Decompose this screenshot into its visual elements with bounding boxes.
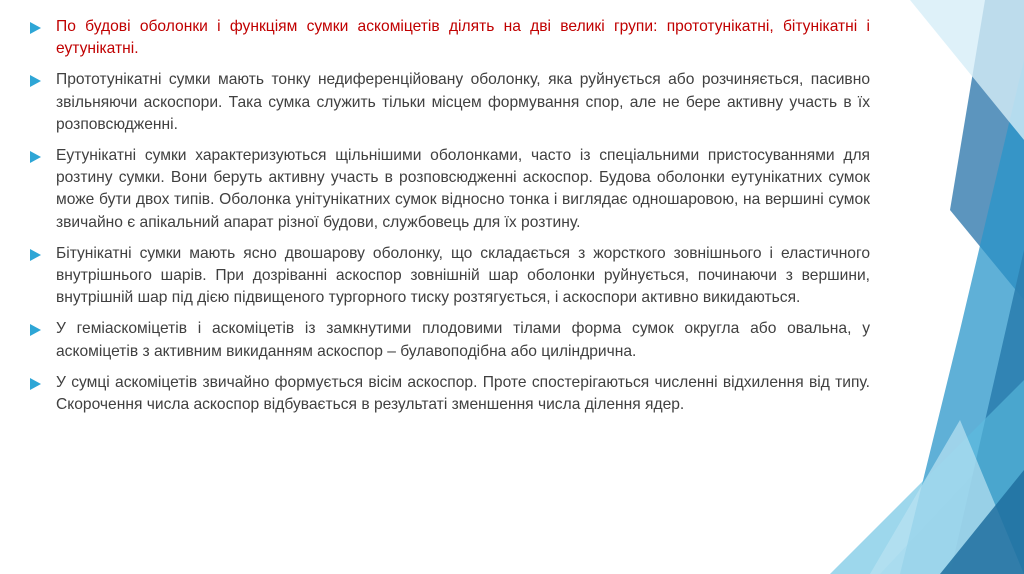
bullet-item (30, 372, 870, 416)
bullet-item (30, 318, 870, 362)
bullet-item (30, 145, 870, 234)
bullet-text: У геміаскоміцетів і аскоміцетів із замкнутими плодовими тілами форма сумок округла або овальна, у аскоміцетів з активним викиданням аскоспор – булавоподібна або циліндрична. (56, 320, 870, 360)
arrow-bullet-icon (30, 69, 56, 87)
bullet-text: Еутунікатні сумки характеризуються щільнішими оболонками, часто із спеціальними пристосуваннями для розтину сумки. Вони беруть активну участь в розповсюдженні аскоспор. Будова оболонки еутунікатних сумок може бути двох типів. Оболонка унітунікатних сумок відносно тонка і виглядає одношаровою, на вершині сумок звичайно є апікальний апарат різної будови, службовець для їх розтину. (56, 147, 870, 231)
arrow-bullet-icon (30, 16, 56, 34)
arrow-bullet-icon (30, 145, 56, 163)
bullet-item (30, 69, 870, 136)
bullet-item (30, 16, 870, 60)
bullet-text: Прототунікатні сумки мають тонку недиференційовану оболонку, яка руйнується або розчиняється, пасивно звільняючи аскоспори. Така сумка служить тільки місцем формування спор, але не бере активну участь в їх розповсюдженні. (56, 71, 870, 133)
bullet-item (30, 243, 870, 310)
arrow-bullet-icon (30, 243, 56, 261)
bullet-text: Бітунікатні сумки мають ясно двошарову оболонку, що складається з жорсткого зовнішнього і еластичного внутрішнього шарів. При дозріванні аскоспор зовнішній шар оболонки руйнується, починаючи з вершини, внутрішній шар під дією підвищеного тургорного тиску розтягується, і аскоспори активно викидаються. (56, 244, 870, 307)
bullet-text: По будові оболонки і функціям сумки аскоміцетів ділять на дві великі групи: прототунікатні, бітунікатні і еутунікатні. (56, 18, 870, 58)
bullet-text: У сумці аскоміцетів звичайно формується вісім аскоспор. Проте спостерігаються численні відхилення від типу. Скорочення числа аскоспор відбувається в результаті зменшення числа ділення ядер. (56, 373, 870, 414)
bullet-list (30, 16, 870, 425)
arrow-bullet-icon (30, 318, 56, 336)
arrow-bullet-icon (30, 372, 56, 390)
